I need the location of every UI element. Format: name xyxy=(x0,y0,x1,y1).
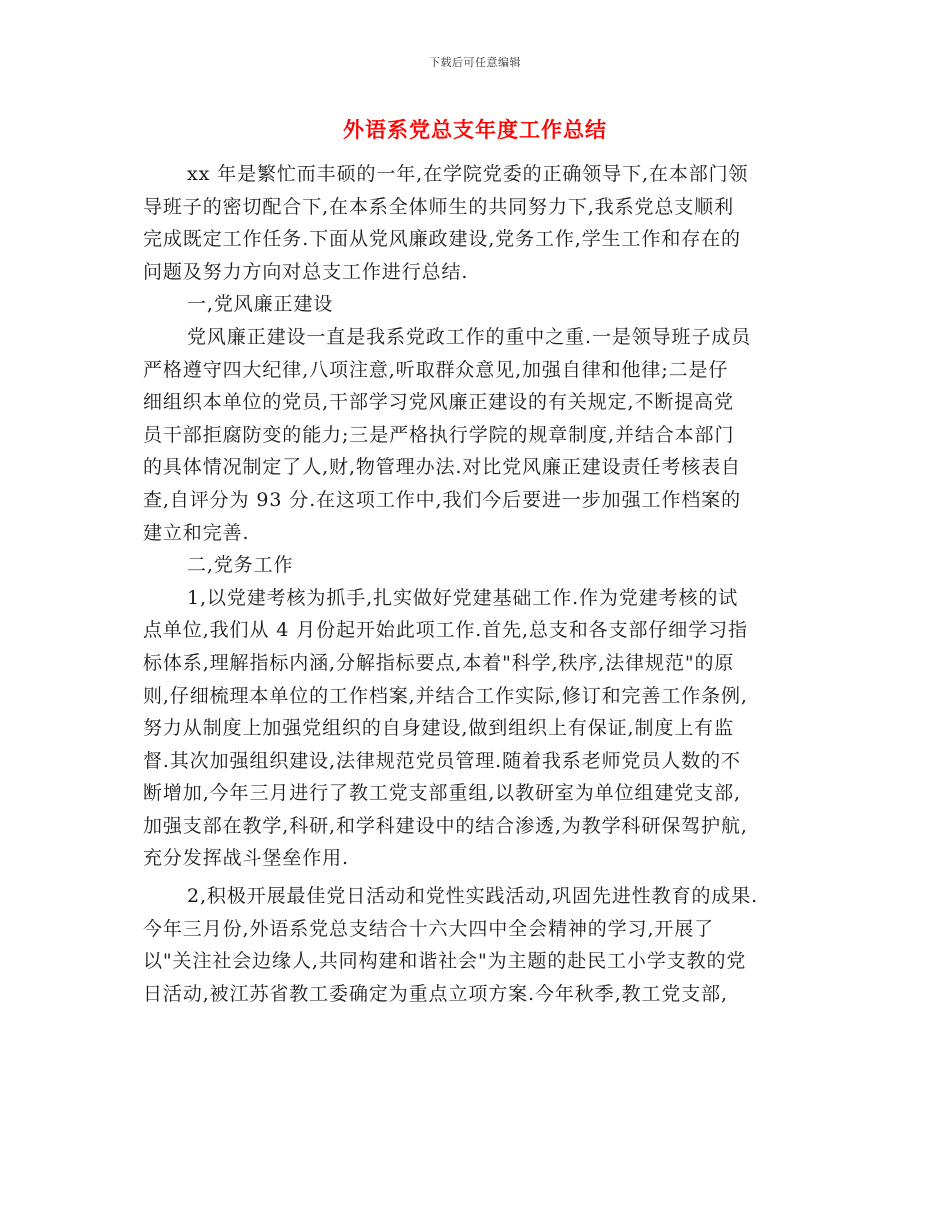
paragraph-line: 督.其次加强组织建设,法律规范党员管理.随着我系老师党员人数的不 xyxy=(143,749,741,772)
paragraph-line: 努力从制度上加强党组织的自身建设,做到组织上有保证,制度上有监 xyxy=(143,717,734,740)
paragraph-line: 断增加,今年三月进行了教工党支部重组,以教研室为单位组建党支部, xyxy=(143,782,741,805)
paragraph-line: 2,积极开展最佳党日活动和党性实践活动,巩固先进性教育的成果. xyxy=(187,885,759,908)
paragraph-line: 充分发挥战斗堡垒作用. xyxy=(143,847,349,870)
section-heading: 二,党务工作 xyxy=(187,554,294,577)
page-header-note: 下载后可任意编辑 xyxy=(429,56,521,69)
paragraph-line: 严格遵守四大纪律,八项注意,听取群众意见,加强自律和他律;二是仔 xyxy=(143,358,729,381)
paragraph-line: 党风廉正建设一直是我系党政工作的重中之重.一是领导班子成员 xyxy=(187,325,752,348)
paragraph-line: 1,以党建考核为抓手,扎实做好党建基础工作.作为党建考核的试 xyxy=(187,586,739,609)
paragraph-line: 建立和完善. xyxy=(143,521,250,544)
paragraph-line: 细组织本单位的党员,干部学习党风廉正建设的有关规定,不断提高党 xyxy=(143,391,734,414)
paragraph-line: 完成既定工作任务.下面从党风廉政建设,党务工作,学生工作和存在的 xyxy=(143,228,741,251)
paragraph-line: 今年三月份,外语系党总支结合十六大四中全会精神的学习,开展了 xyxy=(143,917,715,940)
paragraph-line: 日活动,被江苏省教工委确定为重点立项方案.今年秋季,教工党支部, xyxy=(143,982,728,1005)
paragraph-line: 点单位,我们从 4 月份起开始此项工作.首先,总支和各支部仔细学习指 xyxy=(143,619,748,642)
paragraph-line: xx 年是繁忙而丰硕的一年,在学院党委的正确领导下,在本部门领 xyxy=(187,163,749,185)
paragraph-line: 查,自评分为 93 分.在这项工作中,我们今后要进一步加强工作档案的 xyxy=(143,488,741,511)
paragraph-line: 导班子的密切配合下,在本系全体师生的共同努力下,我系党总支顺利 xyxy=(143,195,734,218)
paragraph-line: 则,仔细梳理本单位的工作档案,并结合工作实际,修订和完善工作条例, xyxy=(143,684,748,707)
document-body xyxy=(143,158,807,1010)
paragraph-line: 标体系,理解指标内涵,分解指标要点,本着"科学,秩序,法律规范"的原 xyxy=(143,651,735,674)
paragraph-line: 员干部拒腐防变的能力;三是严格执行学院的规章制度,并结合本部门 xyxy=(143,423,735,446)
paragraph-line: 问题及努力方向对总支工作进行总结. xyxy=(143,260,469,283)
document-title: 外语系党总支年度工作总结 xyxy=(343,117,607,142)
paragraph-line: 以"关注社会边缘人,共同构建和谐社会"为主题的赴民工小学支教的党 xyxy=(143,950,747,973)
section-heading: 一,党风廉正建设 xyxy=(187,293,334,316)
paragraph-line: 的具体情况制定了人,财,物管理办法.对比党风廉正建设责任考核表自 xyxy=(143,456,741,479)
paragraph-line: 加强支部在教学,科研,和学科建设中的结合渗透,为教学科研保驾护航, xyxy=(143,814,748,837)
